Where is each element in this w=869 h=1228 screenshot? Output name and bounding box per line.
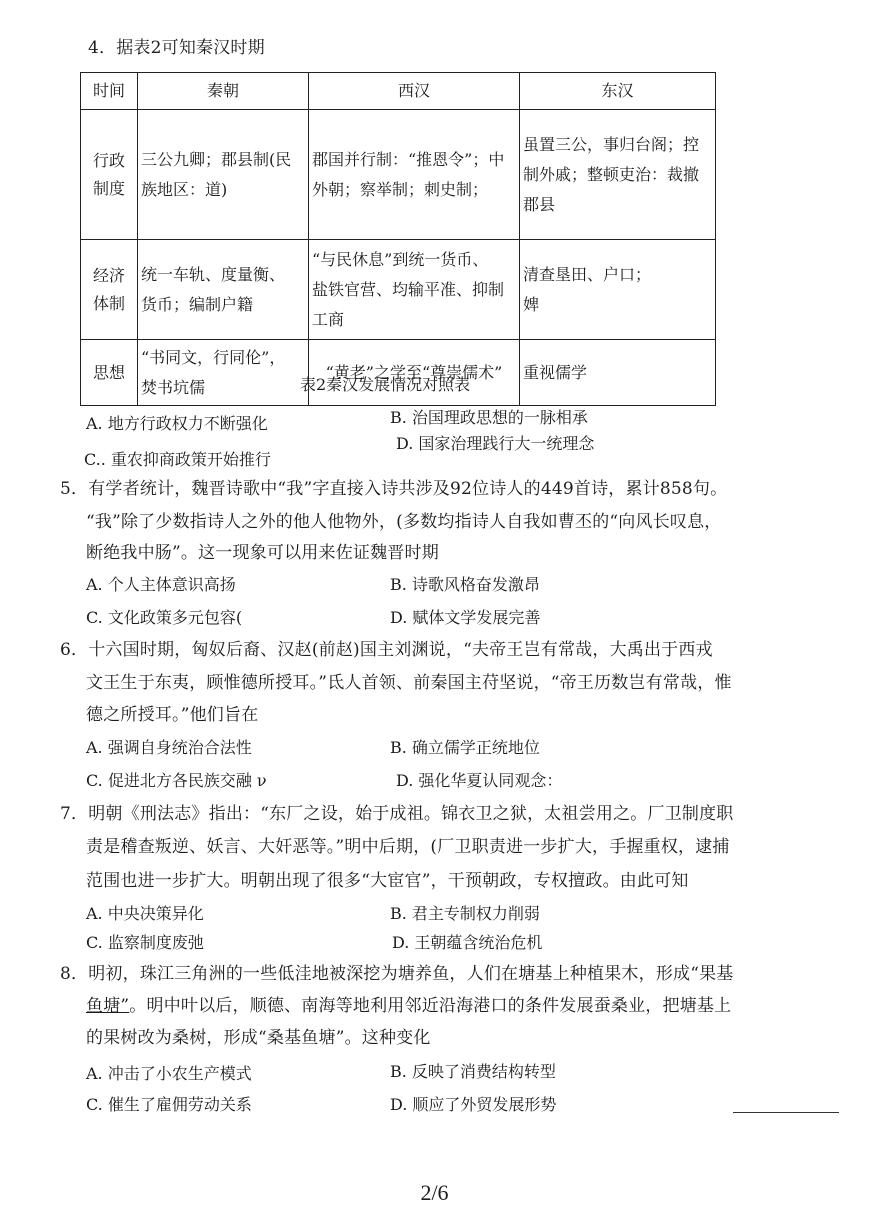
table-header-cell: 时间 bbox=[81, 73, 138, 110]
table-cell: “与民休息”到统一货币、 盐铁官营、均输平准、抑制 工商 bbox=[309, 240, 520, 340]
table-cell: “黄老”之学至“尊崇儒术” bbox=[309, 340, 520, 406]
table-row bbox=[81, 340, 716, 406]
q6-stem-line: 德之所授耳。”他们旨在 bbox=[86, 705, 259, 725]
q8-option-a[interactable]: A. 冲击了小农生产模式 bbox=[86, 1064, 252, 1083]
q5-stem-line: 断绝我中肠”。这一现象可以用来佐证魏晋时期 bbox=[86, 543, 439, 563]
q4-option-b[interactable]: B. 治国理政思想的一脉相承 bbox=[390, 408, 588, 427]
q4-option-d[interactable]: D. 国家治理践行大一统理念 bbox=[396, 434, 595, 453]
q4-option-c[interactable]: C.. 重农抑商政策开始推行 bbox=[84, 450, 271, 469]
q6-option-b[interactable]: B. 确立儒学正统地位 bbox=[390, 738, 540, 757]
q6-option-a[interactable]: A. 强调自身统治合法性 bbox=[86, 738, 252, 757]
q8-stem-line: 8．明初，珠江三角洲的一些低洼地被深挖为塘养鱼，人们在塘基上种植果木，形成“果基 bbox=[60, 964, 734, 984]
q6-option-c[interactable]: C. 促进北方各民族交融 ν bbox=[86, 771, 267, 790]
q7-option-b[interactable]: B. 君主专制权力削弱 bbox=[390, 904, 540, 923]
q7-stem-line: 责是稽查叛逆、妖言、大奸恶等。”明中后期，(厂卫职责进一步扩大，手握重权，逮捕 bbox=[86, 837, 730, 857]
table-header-cell: 秦朝 bbox=[138, 73, 309, 110]
q8-option-c[interactable]: C. 催生了雇佣劳动关系 bbox=[86, 1095, 252, 1114]
table-row bbox=[81, 240, 716, 340]
table-cell: 清查垦田、户口； 婢 bbox=[520, 240, 716, 340]
comparison-table bbox=[80, 72, 716, 406]
table-header-cell: 东汉 bbox=[520, 73, 716, 110]
q4-option-a[interactable]: A. 地方行政权力不断强化 bbox=[86, 414, 268, 433]
q5-stem-line: 5．有学者统计，魏晋诗歌中“我”字直接入诗共涉及92位诗人的449首诗，累计858句。 bbox=[60, 479, 728, 499]
page-number: 2/6 bbox=[420, 1180, 449, 1205]
q6-stem-line: 6．十六国时期，匈奴后裔、汉赵(前赵)国主刘渊说，“夫帝王岂有常哉，大禹出于西戎 bbox=[60, 640, 713, 660]
table-header-row bbox=[81, 73, 716, 110]
table-cell: 统一车轨、度量衡、 货币；编制户籍 bbox=[138, 240, 309, 340]
table-cell: 虽置三公，事归台阁；控 制外戚；整顿吏治：裁撤 郡县 bbox=[520, 110, 716, 240]
q5-option-c[interactable]: C. 文化政策多元包容( bbox=[86, 608, 243, 627]
q8-stem-line: 的果树改为桑树，形成“桑基鱼塘”。这种变化 bbox=[86, 1028, 431, 1048]
table-header-cell: 西汉 bbox=[309, 73, 520, 110]
q5-option-a[interactable]: A. 个人主体意识高扬 bbox=[86, 575, 236, 594]
divider-line bbox=[733, 1112, 839, 1113]
table-row bbox=[81, 110, 716, 240]
q5-option-b[interactable]: B. 诗歌风格奋发激昂 bbox=[390, 575, 540, 594]
q5-stem-line: “我”除了少数指诗人之外的他人他物外，(多数均指诗人自我如曹丕的“向风长叹息， bbox=[86, 512, 722, 532]
q7-stem-line: 范围也进一步扩大。明朝出现了很多“大宦官”，干预朝政，专权擅政。由此可知 bbox=[86, 871, 689, 891]
table-cell: “书同文，行同伦”， 焚书坑儒 bbox=[138, 340, 309, 406]
q7-option-c[interactable]: C. 监察制度废弛 bbox=[86, 933, 204, 952]
q4-stem: 4．据表2可知秦汉时期 bbox=[88, 38, 265, 58]
q6-option-d[interactable]: D. 强化华夏认同观念： bbox=[396, 771, 563, 790]
table-cell: 郡国并行制：“推恩令”；中 外朝；察举制；刺史制； bbox=[309, 110, 520, 240]
q7-stem-line: 7．明朝《刑法志》指出：“东厂之设，始于成祖。锦衣卫之狱，太祖尝用之。厂卫制度职 bbox=[60, 804, 734, 824]
q8-option-d[interactable]: D. 顺应了外贸发展形势 bbox=[390, 1095, 557, 1114]
table-cell: 重视儒学 bbox=[520, 340, 716, 406]
row-label: 行政 制度 bbox=[81, 110, 138, 240]
q7-option-d[interactable]: D. 王朝蕴含统治危机 bbox=[392, 933, 543, 952]
q7-option-a[interactable]: A. 中央决策异化 bbox=[86, 904, 204, 923]
q8-option-b[interactable]: B. 反映了消费结构转型 bbox=[390, 1062, 556, 1081]
row-label: 思想 bbox=[81, 340, 138, 406]
q5-option-d[interactable]: D. 赋体文学发展完善 bbox=[390, 608, 541, 627]
q6-stem-line: 文王生于东夷，顾惟德所授耳。”氐人首领、前秦国主苻坚说，“帝王历数岂有常哉，惟 bbox=[86, 673, 732, 693]
q8-stem-text: 。明中叶以后，顺德、南海等地利用邻近沿海港口的条件发展蚕桑业，把塘基上 bbox=[129, 996, 732, 1016]
row-label: 经济 体制 bbox=[81, 240, 138, 340]
underlined-term: 鱼塘” bbox=[86, 996, 130, 1016]
table-caption: 表2秦汉发展情况对照表 bbox=[300, 375, 471, 394]
q8-stem-line bbox=[86, 998, 731, 1015]
table-cell: 三公九卿；郡县制(民 族地区：道) bbox=[138, 110, 309, 240]
